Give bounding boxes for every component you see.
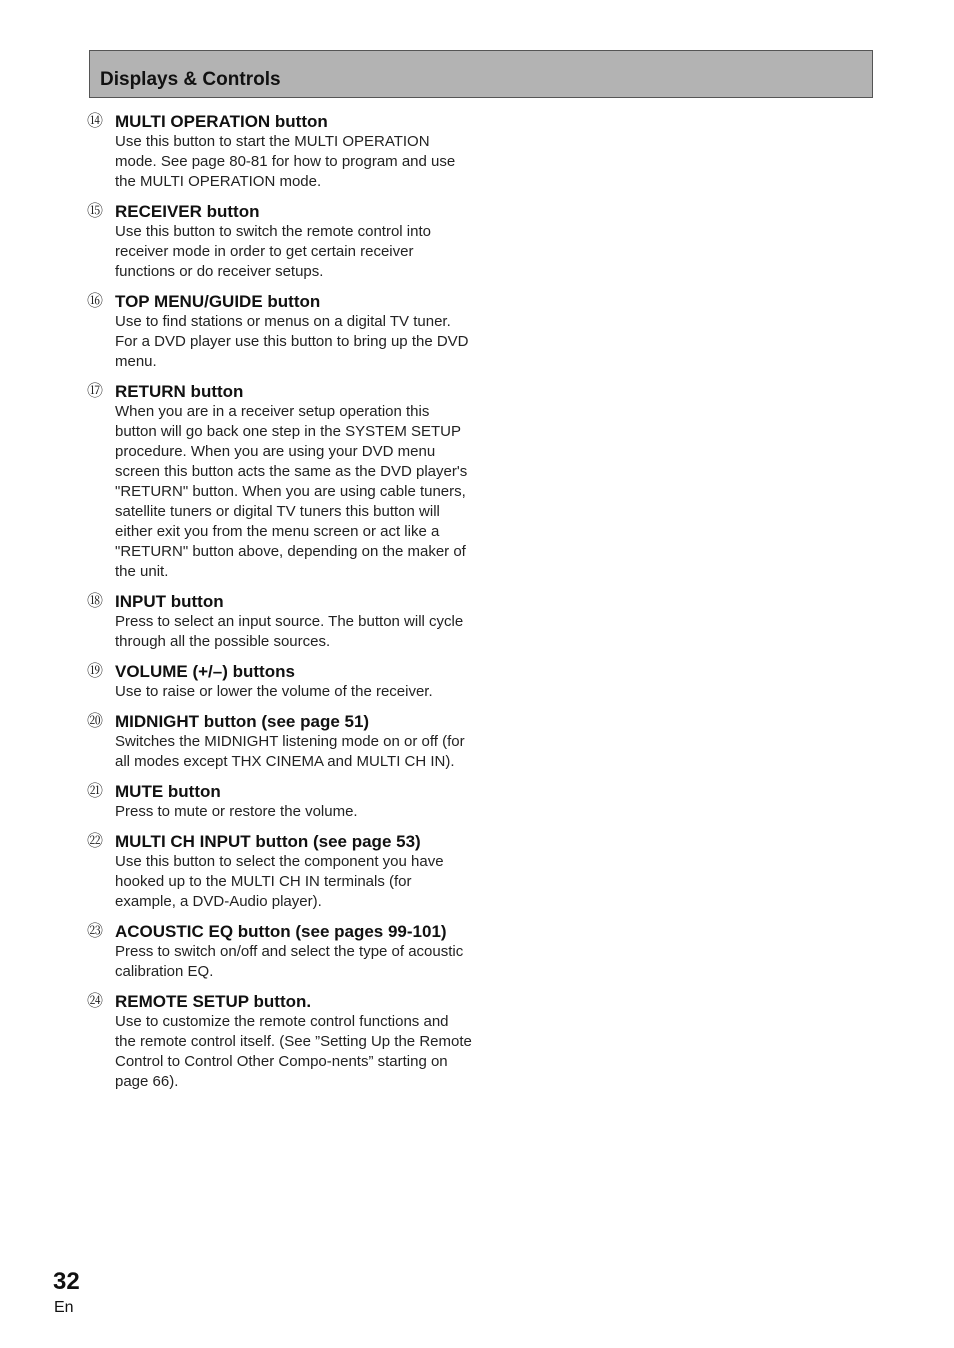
entry-title: MULTI OPERATION button (115, 112, 328, 131)
entry-multi-ch-input (87, 832, 472, 912)
entry-description: Press to switch on/off and select the type of acoustic calibration EQ. (115, 943, 464, 980)
entry-number: ⑭ (87, 113, 104, 130)
entry-list (87, 112, 472, 1102)
entry-midnight (87, 712, 472, 772)
entry-number: ⑯ (87, 293, 104, 310)
entry-title: ACOUSTIC EQ button (see pages 99-101) (115, 922, 447, 941)
entry-description: Use to raise or lower the volume of the receiver. (115, 683, 433, 700)
entry-number: ⑳ (87, 713, 104, 730)
entry-multi-operation (87, 112, 472, 192)
entry-title: MUTE button (115, 782, 221, 801)
entry-number: ⑮ (87, 203, 104, 220)
entry-number: ⑱ (87, 593, 104, 610)
entry-title: MULTI CH INPUT button (see page 53) (115, 832, 421, 851)
entry-mute (87, 782, 472, 822)
entry-description: Press to select an input source. The button will cycle through all the possible sources. (115, 613, 464, 650)
entry-title: RETURN button (115, 382, 244, 401)
entry-number: ⑰ (87, 383, 104, 400)
entry-volume (87, 662, 472, 702)
entry-number: ㉒ (87, 833, 104, 850)
entry-description: Use this button to start the MULTI OPERATION mode. See page 80-81 for how to program and use the MULTI OPERATION mode. (115, 133, 456, 190)
entry-number: ㉓ (87, 923, 104, 940)
section-header-bar (89, 50, 873, 98)
entry-title: MIDNIGHT button (see page 51) (115, 712, 370, 731)
entry-description: Use this button to switch the remote control into receiver mode in order to get certain receiver functions or do receiver setups. (115, 223, 431, 280)
entry-number: ㉔ (87, 993, 104, 1010)
entry-title: INPUT button (115, 592, 224, 611)
page-language: En (54, 1299, 74, 1316)
entry-input (87, 592, 472, 652)
entry-acoustic-eq (87, 922, 472, 982)
entry-number: ㉑ (87, 783, 104, 800)
entry-description: Use to customize the remote control functions and the remote control itself. (See ”Setting Up the Remote Control to Control Other Compo-nents” starting on page 66). (115, 1013, 472, 1090)
entry-top-menu-guide (87, 292, 472, 372)
entry-number: ⑲ (87, 663, 104, 680)
section-title: Displays & Controls (100, 69, 281, 90)
entry-receiver (87, 202, 472, 282)
entry-description: Use to find stations or menus on a digital TV tuner. For a DVD player use this button to bring up the DVD menu. (115, 313, 469, 370)
entry-description: Press to mute or restore the volume. (115, 803, 358, 820)
entry-remote-setup (87, 992, 472, 1092)
entry-description: When you are in a receiver setup operation this button will go back one step in the SYSTEM SETUP procedure. When you are using your DVD menu screen this button acts the same as the DVD player's "RETURN" button. When you are using cable tuners, satellite tuners or digital TV tuners this button will either exit you from the menu screen or act like a "RETURN" button above, depending on the maker of the unit. (115, 403, 468, 580)
entry-description: Switches the MIDNIGHT listening mode on or off (for all modes except THX CINEMA and MULTI CH IN). (115, 733, 465, 770)
entry-return (87, 382, 472, 582)
page-number: 32 (53, 1268, 80, 1295)
entry-title: REMOTE SETUP button. (115, 992, 312, 1011)
entry-description: Use this button to select the component you have hooked up to the MULTI CH IN terminals (for example, a DVD-Audio player). (115, 853, 444, 910)
entry-title: VOLUME (+/–) buttons (115, 662, 295, 681)
entry-title: RECEIVER button (115, 202, 260, 221)
entry-title: TOP MENU/GUIDE button (115, 292, 321, 311)
